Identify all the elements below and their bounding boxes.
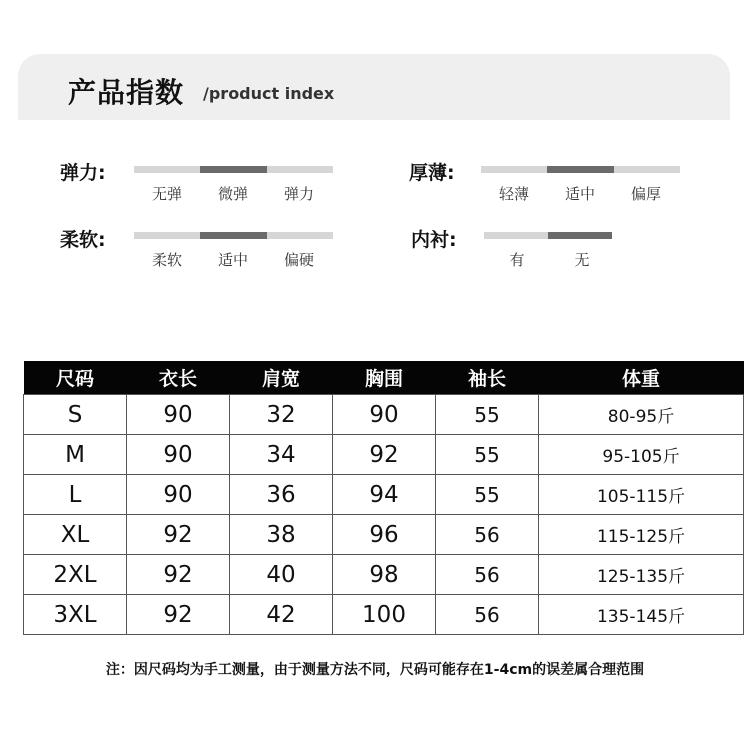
column-header: 衣长 bbox=[127, 361, 230, 395]
attribute-label: 厚薄: bbox=[409, 162, 455, 184]
sleeve-cell: 55 bbox=[436, 395, 539, 435]
header-title: 产品指数 bbox=[68, 76, 185, 109]
weight-cell: 115-125斤 bbox=[539, 515, 744, 555]
shoulder-cell: 42 bbox=[230, 595, 333, 635]
column-header: 尺码 bbox=[24, 361, 127, 395]
shoulder-cell: 34 bbox=[230, 435, 333, 475]
weight-cell: 135-145斤 bbox=[539, 595, 744, 635]
shoulder-cell: 38 bbox=[230, 515, 333, 555]
attribute-option: 无 bbox=[574, 251, 590, 269]
length-cell: 92 bbox=[127, 555, 230, 595]
size-cell: 2XL bbox=[24, 555, 127, 595]
attribute-option: 轻薄 bbox=[498, 185, 529, 203]
length-cell: 92 bbox=[127, 595, 230, 635]
chest-cell: 98 bbox=[333, 555, 436, 595]
size-cell: M bbox=[24, 435, 127, 475]
attribute-option: 柔软 bbox=[151, 251, 182, 269]
attribute-option: 偏硬 bbox=[283, 251, 314, 269]
shoulder-cell: 36 bbox=[230, 475, 333, 515]
size-cell: S bbox=[24, 395, 127, 435]
scale-segment bbox=[134, 166, 200, 173]
chest-cell: 92 bbox=[333, 435, 436, 475]
column-header: 肩宽 bbox=[230, 361, 333, 395]
length-cell: 90 bbox=[127, 435, 230, 475]
table-row bbox=[24, 595, 744, 635]
column-header: 体重 bbox=[539, 361, 744, 395]
attribute-label: 柔软: bbox=[60, 229, 106, 251]
attribute-option: 适中 bbox=[564, 185, 595, 203]
size-chart-table bbox=[23, 361, 744, 635]
header-subtitle: /product index bbox=[203, 84, 335, 103]
table-row bbox=[24, 475, 744, 515]
sleeve-cell: 55 bbox=[436, 435, 539, 475]
sleeve-cell: 56 bbox=[436, 555, 539, 595]
attribute-option: 弹力 bbox=[283, 185, 314, 203]
weight-cell: 80-95斤 bbox=[539, 395, 744, 435]
weight-cell: 95-105斤 bbox=[539, 435, 744, 475]
column-header: 胸围 bbox=[333, 361, 436, 395]
length-cell: 90 bbox=[127, 475, 230, 515]
attribute-scale-bar bbox=[134, 166, 333, 173]
sleeve-cell: 56 bbox=[436, 595, 539, 635]
table-row bbox=[24, 515, 744, 555]
scale-segment-selected bbox=[548, 232, 612, 239]
scale-segment bbox=[484, 232, 548, 239]
column-header: 袖长 bbox=[436, 361, 539, 395]
scale-segment bbox=[481, 166, 547, 173]
chest-cell: 90 bbox=[333, 395, 436, 435]
sleeve-cell: 55 bbox=[436, 475, 539, 515]
length-cell: 92 bbox=[127, 515, 230, 555]
scale-segment-selected bbox=[200, 232, 266, 239]
weight-cell: 105-115斤 bbox=[539, 475, 744, 515]
scale-segment-selected bbox=[200, 166, 266, 173]
table-header-row bbox=[24, 361, 744, 395]
size-cell: 3XL bbox=[24, 595, 127, 635]
attribute-option: 适中 bbox=[217, 251, 248, 269]
size-cell: L bbox=[24, 475, 127, 515]
chest-cell: 96 bbox=[333, 515, 436, 555]
measurement-note: 注：因尺码均为手工测量，由于测量方法不同，尺码可能存在1-4cm的误差属合理范围 bbox=[105, 662, 645, 678]
scale-segment bbox=[134, 232, 200, 239]
attribute-option: 微弹 bbox=[217, 185, 248, 203]
attribute-option: 有 bbox=[509, 251, 525, 269]
attribute-option: 无弹 bbox=[151, 185, 182, 203]
scale-segment bbox=[614, 166, 680, 173]
attribute-scale-bar bbox=[484, 232, 612, 239]
sleeve-cell: 56 bbox=[436, 515, 539, 555]
length-cell: 90 bbox=[127, 395, 230, 435]
attribute-option: 偏厚 bbox=[630, 185, 661, 203]
chest-cell: 94 bbox=[333, 475, 436, 515]
shoulder-cell: 32 bbox=[230, 395, 333, 435]
scale-segment-selected bbox=[547, 166, 613, 173]
chest-cell: 100 bbox=[333, 595, 436, 635]
attribute-label: 弹力: bbox=[60, 162, 106, 184]
weight-cell: 125-135斤 bbox=[539, 555, 744, 595]
table-row bbox=[24, 435, 744, 475]
attribute-scale-bar bbox=[134, 232, 333, 239]
scale-segment bbox=[267, 166, 333, 173]
scale-segment bbox=[267, 232, 333, 239]
table-row bbox=[24, 555, 744, 595]
size-cell: XL bbox=[24, 515, 127, 555]
attribute-label: 内衬: bbox=[411, 229, 457, 251]
shoulder-cell: 40 bbox=[230, 555, 333, 595]
product-index-header bbox=[18, 54, 730, 120]
table-row bbox=[24, 395, 744, 435]
attribute-scale-bar bbox=[481, 166, 680, 173]
